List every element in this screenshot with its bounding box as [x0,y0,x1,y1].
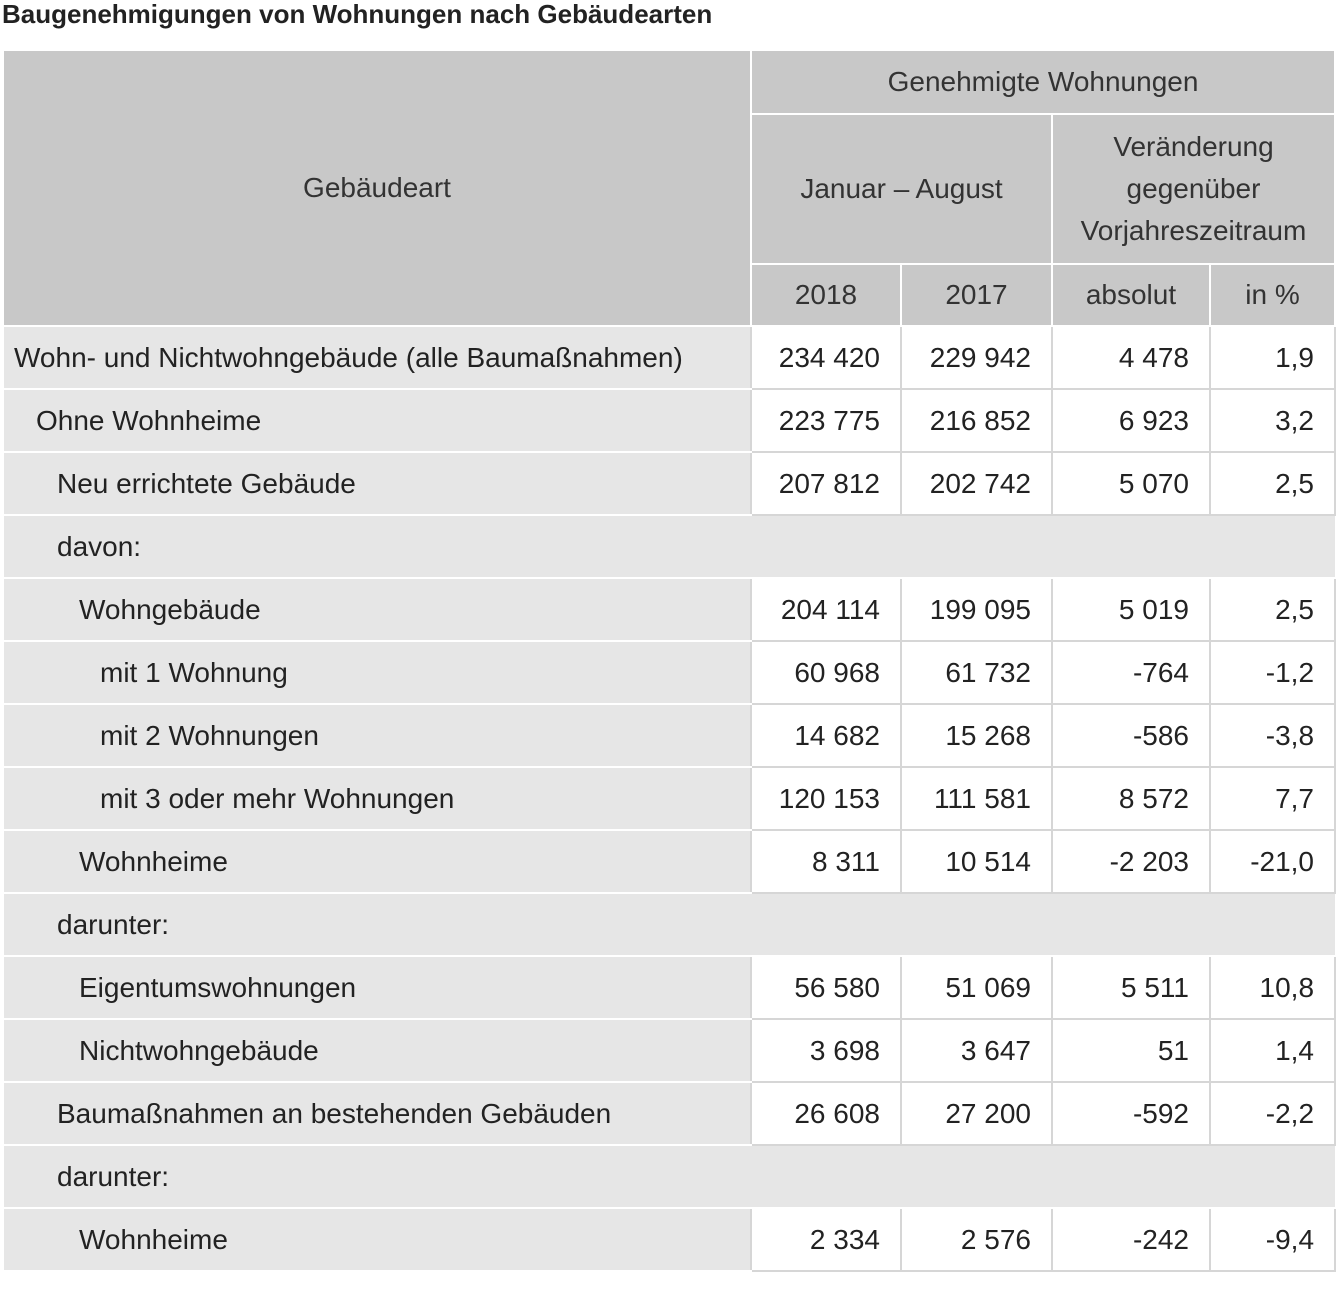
table-row [4,767,1335,830]
section-row [4,893,1335,956]
section-row [4,1145,1335,1208]
value-2017: 51 069 [901,956,1052,1019]
value-2017: 216 852 [901,389,1052,452]
value-2018: 14 682 [751,704,901,767]
header-absolut: absolut [1052,264,1210,326]
table-row [4,389,1335,452]
table-row [4,830,1335,893]
table-row [4,1082,1335,1145]
page-title: Baugenehmigungen von Wohnungen nach Gebäudearten [2,0,713,29]
change-absolute: 4 478 [1052,326,1210,389]
table-row [4,452,1335,515]
change-absolute: 5 511 [1052,956,1210,1019]
change-percent: 7,7 [1210,767,1335,830]
value-2017: 199 095 [901,578,1052,641]
section-label: davon: [4,515,1335,578]
change-percent: 10,8 [1210,956,1335,1019]
header-veraenderung: Veränderung gegenüber Vorjahreszeitraum [1052,114,1335,264]
change-absolute: -764 [1052,641,1210,704]
row-label: Wohnheime [4,1208,751,1271]
value-2018: 3 698 [751,1019,901,1082]
change-percent: 1,9 [1210,326,1335,389]
change-absolute: -586 [1052,704,1210,767]
table-row [4,578,1335,641]
change-percent: -1,2 [1210,641,1335,704]
header-gebaeudeart: Gebäudeart [4,50,751,326]
row-label: Wohnheime [4,830,751,893]
value-2018: 56 580 [751,956,901,1019]
row-label: mit 3 oder mehr Wohnungen [4,767,751,830]
row-label: mit 1 Wohnung [4,641,751,704]
change-percent: -2,2 [1210,1082,1335,1145]
value-2018: 223 775 [751,389,901,452]
building-permits-table [4,49,1336,1272]
header-year-2018: 2018 [751,264,901,326]
change-absolute: 5 019 [1052,578,1210,641]
section-label: darunter: [4,1145,1335,1208]
change-percent: 1,4 [1210,1019,1335,1082]
table-body [4,326,1335,1271]
value-2017: 61 732 [901,641,1052,704]
section-row [4,515,1335,578]
change-absolute: -592 [1052,1082,1210,1145]
value-2017: 111 581 [901,767,1052,830]
section-label: darunter: [4,893,1335,956]
row-label: Eigentumswohnungen [4,956,751,1019]
value-2017: 229 942 [901,326,1052,389]
table-row [4,1019,1335,1082]
change-percent: 2,5 [1210,578,1335,641]
header-year-2017: 2017 [901,264,1052,326]
row-label: Nichtwohngebäude [4,1019,751,1082]
change-absolute: 8 572 [1052,767,1210,830]
change-percent: -21,0 [1210,830,1335,893]
value-2018: 207 812 [751,452,901,515]
change-absolute: 6 923 [1052,389,1210,452]
value-2017: 15 268 [901,704,1052,767]
value-2018: 2 334 [751,1208,901,1271]
value-2017: 10 514 [901,830,1052,893]
header-genehmigte-wohnungen: Genehmigte Wohnungen [751,50,1335,114]
change-absolute: 51 [1052,1019,1210,1082]
value-2017: 27 200 [901,1082,1052,1145]
change-percent: -9,4 [1210,1208,1335,1271]
table-row [4,704,1335,767]
row-label: Ohne Wohnheime [4,389,751,452]
row-label: Baumaßnahmen an bestehenden Gebäuden [4,1082,751,1145]
change-percent: -3,8 [1210,704,1335,767]
value-2018: 120 153 [751,767,901,830]
change-absolute: -242 [1052,1208,1210,1271]
table-row [4,641,1335,704]
header-zeitraum: Januar – August [751,114,1052,264]
table-header [4,50,1335,326]
row-label: Wohngebäude [4,578,751,641]
row-label: Neu errichtete Gebäude [4,452,751,515]
value-2018: 60 968 [751,641,901,704]
table-row [4,1208,1335,1271]
value-2018: 26 608 [751,1082,901,1145]
row-label: mit 2 Wohnungen [4,704,751,767]
change-percent: 3,2 [1210,389,1335,452]
change-percent: 2,5 [1210,452,1335,515]
value-2017: 2 576 [901,1208,1052,1271]
value-2017: 3 647 [901,1019,1052,1082]
table-row [4,956,1335,1019]
change-absolute: 5 070 [1052,452,1210,515]
change-absolute: -2 203 [1052,830,1210,893]
value-2018: 8 311 [751,830,901,893]
table-row [4,326,1335,389]
header-in-prozent: in % [1210,264,1335,326]
value-2017: 202 742 [901,452,1052,515]
value-2018: 234 420 [751,326,901,389]
row-label: Wohn- und Nichtwohngebäude (alle Baumaßnahmen) [4,326,751,389]
value-2018: 204 114 [751,578,901,641]
